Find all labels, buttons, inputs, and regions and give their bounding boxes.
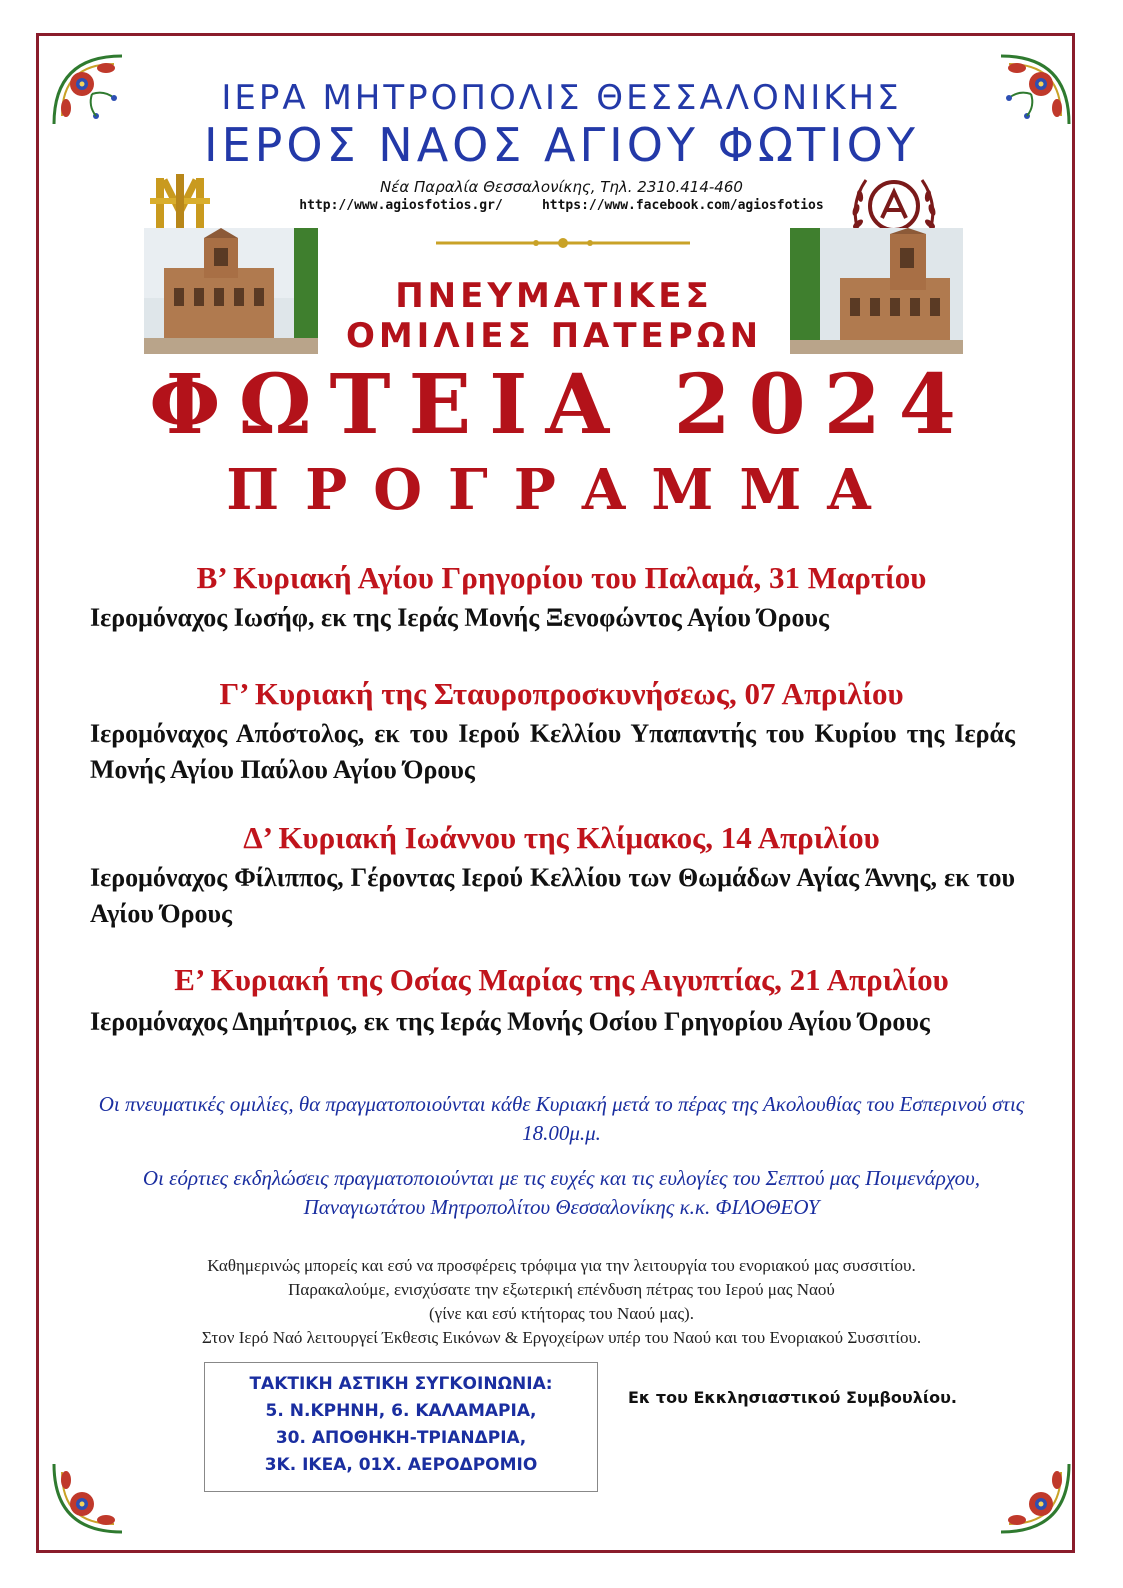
- corner-ornament-icon: [48, 1458, 128, 1538]
- talks-title-line1: ΠΝΕΥΜΑΤΙΚΕΣ: [395, 276, 713, 316]
- corner-ornament-icon: [48, 50, 128, 130]
- event-1-sunday: Β’ Κυριακή Αγίου Γρηγορίου του Παλαμά, 31 Μαρτίου: [196, 560, 927, 595]
- program-title: ΠΡΟΓΡΑΜΜΑ: [226, 457, 897, 523]
- transport-box: [204, 1362, 598, 1492]
- church-address: Νέα Παραλία Θεσσαλονίκης, Τηλ. 2310.414-460: [380, 178, 743, 196]
- info-exhibition: Στον Ιερό Ναό λειτουργεί Έκθεσις Εικόνων & Εργοχείρων υπέρ του Ναού και του Ενοριακού Συσσιτίου.: [201, 1328, 922, 1347]
- event-4-sunday: Ε’ Κυριακή της Οσίας Μαρίας της Αιγυπτίας, 21 Απριλίου: [174, 962, 949, 997]
- info-food: Καθημερινώς μπορείς και εσύ να προσφέρεις τρόφιμα για την λειτουργία του ενοριακού μας συσσιτίου.: [207, 1256, 916, 1275]
- church-title: ΙΕΡΟΣ ΝΑΟΣ ΑΓΙΟΥ ΦΩΤΙΟΥ: [204, 118, 919, 172]
- schedule-note: Οι πνευματικές ομιλίες, θα πραγματοποιούνται κάθε Κυριακή μετά το πέρας της Ακολουθίας του Εσπερινού στις 18.00μ.μ.: [98, 1092, 1025, 1145]
- transport-line: 5. Ν.ΚΡΗΝΗ, 6. ΚΑΛΑΜΑΡΙΑ,: [265, 1401, 537, 1421]
- event-2-sunday: Γ’ Κυριακή της Σταυροπροσκυνήσεως, 07 Απριλίου: [219, 676, 904, 711]
- corner-ornament-icon: [995, 50, 1075, 130]
- transport-line: 30. ΑΠΟΘΗΚΗ-ΤΡΙΑΝΔΡΙΑ,: [275, 1428, 527, 1448]
- council-signature: Εκ του Εκκλησιαστικού Συμβουλίου.: [628, 1388, 957, 1407]
- church-photo-right: [790, 228, 963, 354]
- event-2-speaker: Ιερομόναχος Απόστολος, εκ του Ιερού Κελλίου Υπαπαντής του Κυρίου της Ιεράς Μονής Αγίου Παύλου Αγίου Όρους: [90, 719, 1015, 784]
- info-stone: Παρακαλούμε, ενισχύσατε την εξωτερική επένδυση πέτρας του Ιερού μας Ναού: [288, 1280, 835, 1299]
- talks-title-line2: ΟΜΙΛΙΕΣ ΠΑΤΕΡΩΝ: [345, 316, 763, 356]
- event-4-speaker: Ιερομόναχος Δημήτριος, εκ της Ιεράς Μονής Οσίου Γρηγορίου Αγίου Όρους: [90, 1007, 930, 1036]
- info-founder: (γίνε και εσύ κτήτορας του Ναού μας).: [429, 1304, 694, 1323]
- decorative-divider-icon: [436, 236, 690, 250]
- metropolis-title: ΙΕΡΑ ΜΗΤΡΟΠΟΛΙΣ ΘΕΣΣΑΛΟΝΙΚΗΣ: [221, 78, 902, 118]
- blessing-note: Οι εόρτιες εκδηλώσεις πραγματοποιούνται με τις ευχές και τις ευλογίες του Σεπτού μας Ποιμενάρχου, Παναγιωτάτου Μητροπολίτου Θεσσαλονίκης κ.κ. ΦΙΛΟΘΕΟΥ: [142, 1166, 981, 1219]
- facebook-link[interactable]: https://www.facebook.com/agiosfotios: [541, 198, 824, 213]
- festival-title: ΦΩΤΕΙΑ 2024: [149, 357, 974, 453]
- event-3-sunday: Δ’ Κυριακή Ιωάννου της Κλίμακος, 14 Απριλίου: [243, 820, 880, 855]
- corner-ornament-icon: [995, 1458, 1075, 1538]
- church-photo-left: [144, 228, 318, 354]
- event-3-speaker: Ιερομόναχος Φίλιππος, Γέροντας Ιερού Κελλίου των Θωμάδων Αγίας Άννης, εκ του Αγίου Όρους: [90, 863, 1015, 928]
- transport-title: ΤΑΚΤΙΚΗ ΑΣΤΙΚΗ ΣΥΓΚΟΙΝΩΝΙΑ:: [249, 1374, 553, 1394]
- event-1-speaker: Ιερομόναχος Ιωσήφ, εκ της Ιεράς Μονής Ξενοφώντος Αγίου Όρους: [90, 603, 829, 632]
- transport-line: 3Κ. ΙΚΕΑ, 01Χ. ΑΕΡΟΔΡΟΜΙΟ: [264, 1455, 538, 1475]
- website-link[interactable]: http://www.agiosfotios.gr/: [299, 198, 503, 213]
